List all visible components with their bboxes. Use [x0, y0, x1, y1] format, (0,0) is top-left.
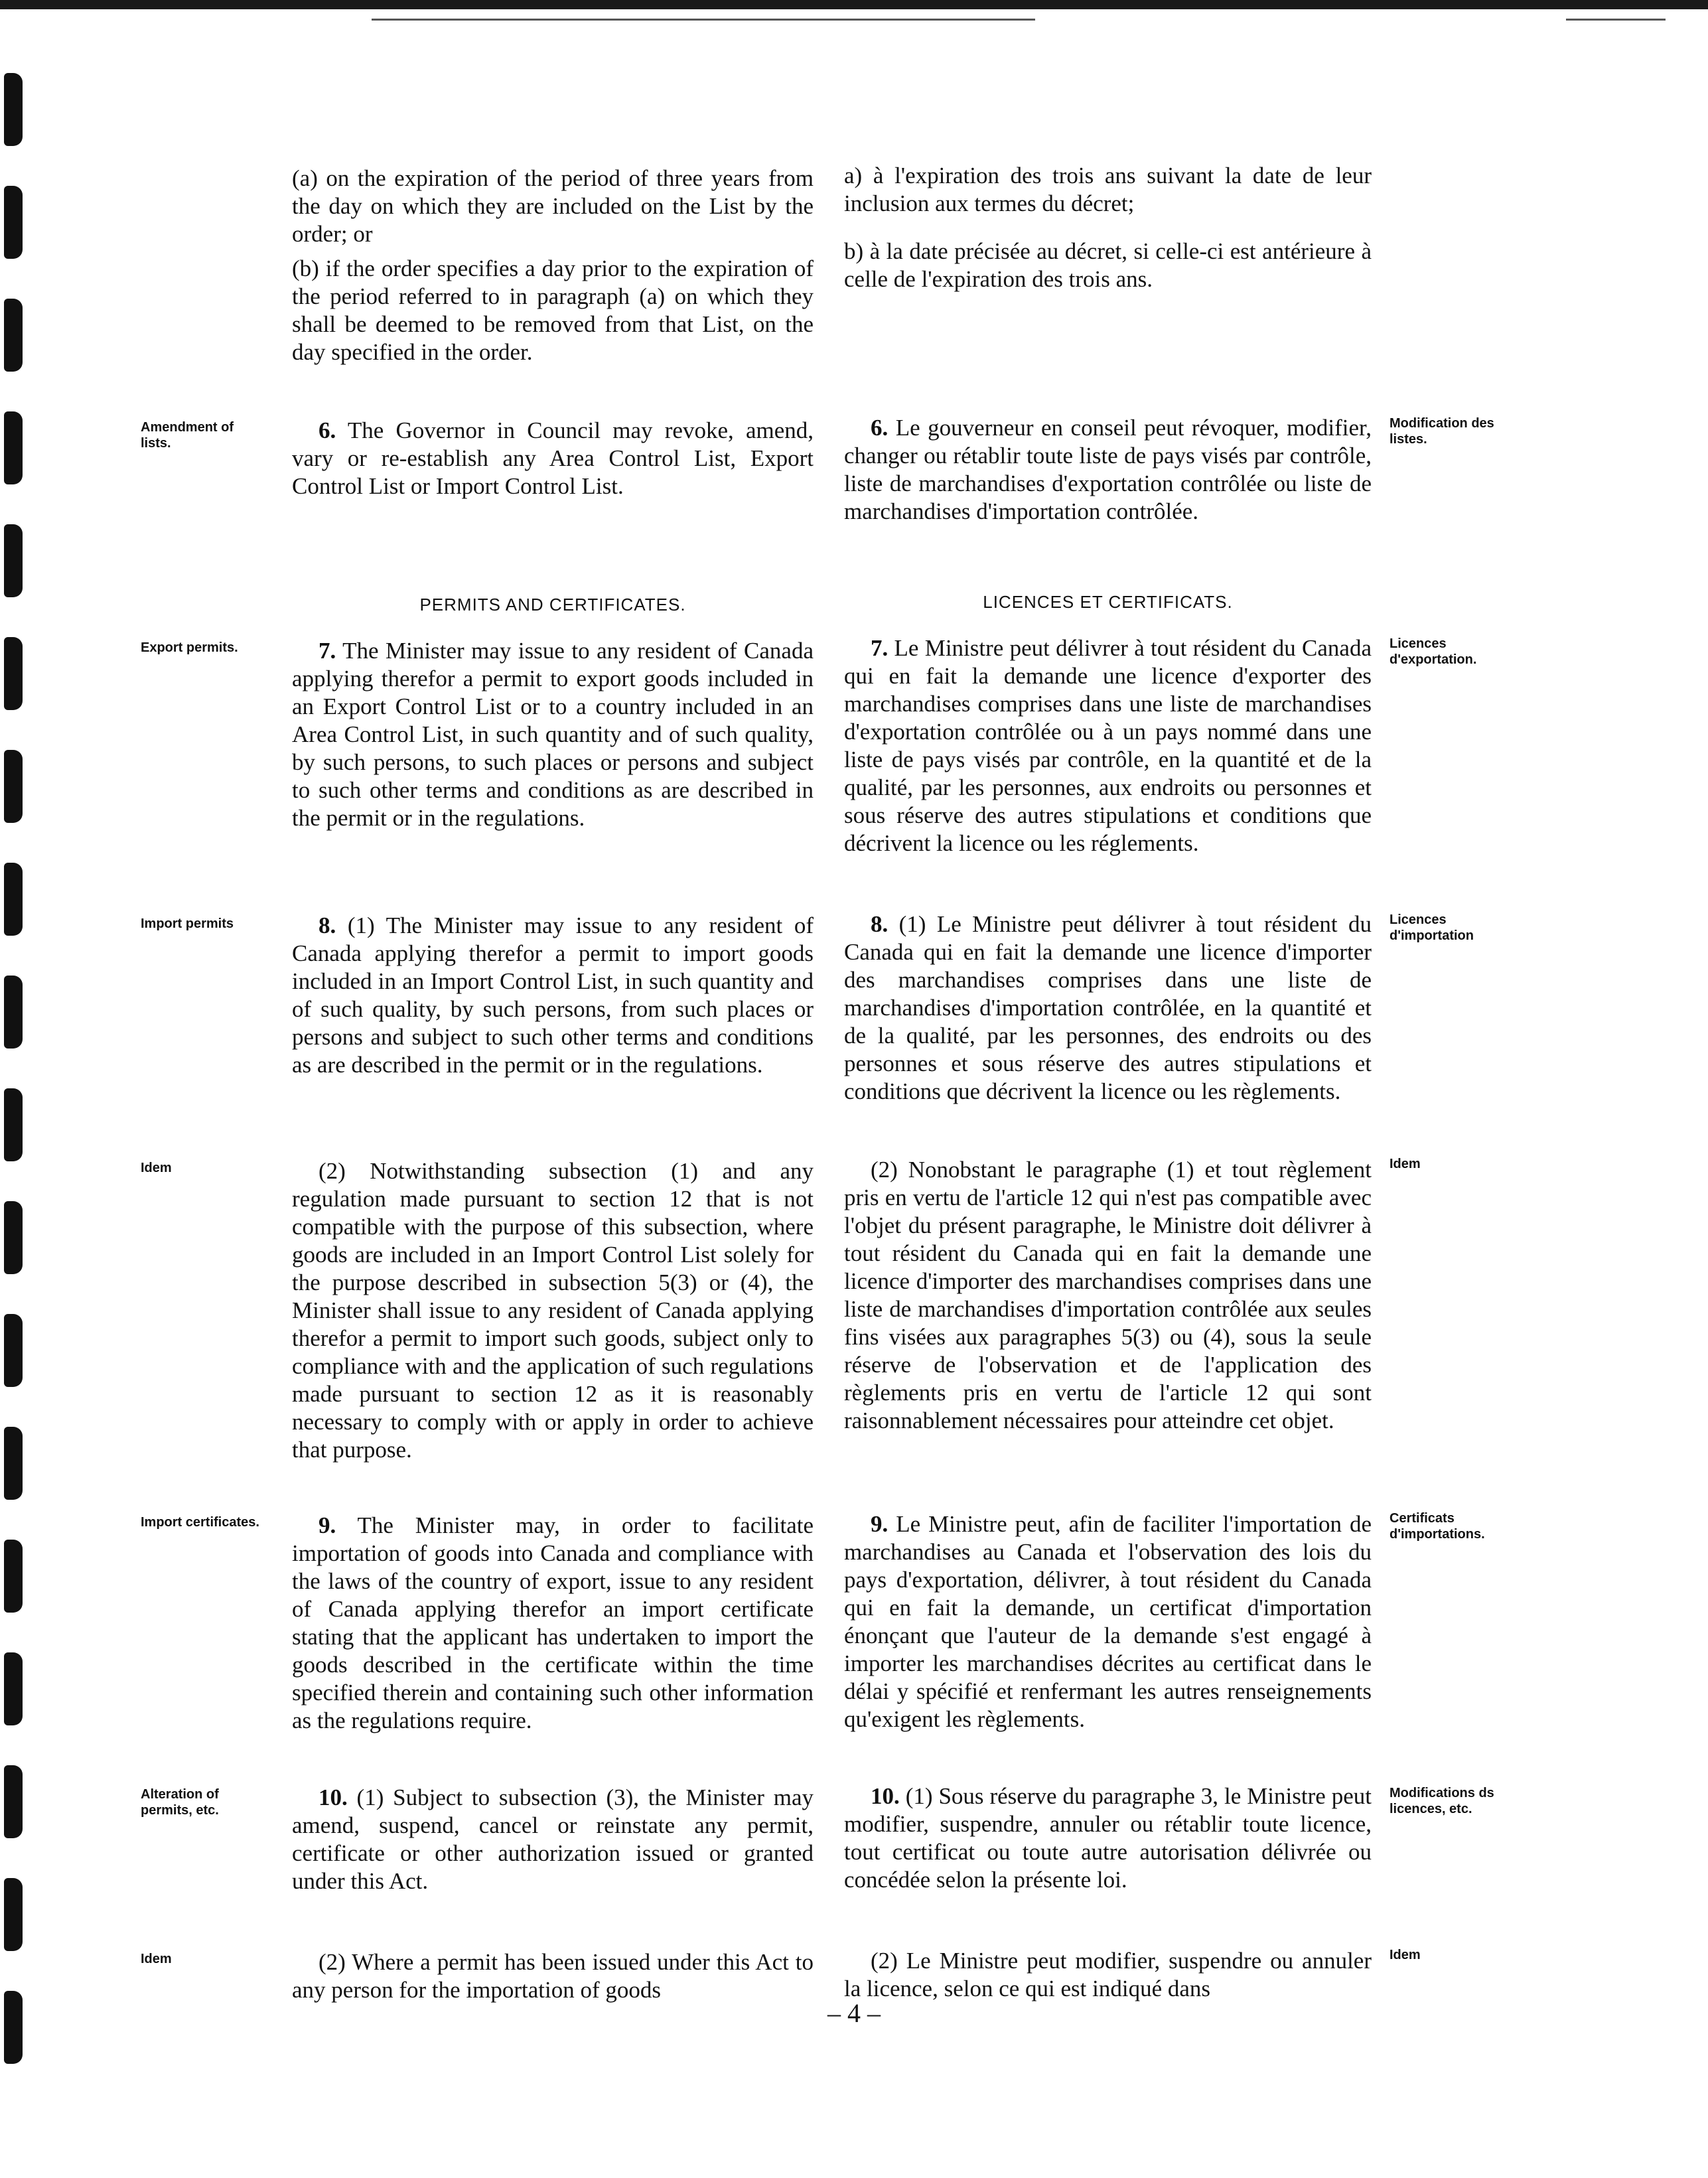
margin-note-en: Export permits. [141, 640, 238, 655]
section-text: (2) Where a permit has been issued under this Act to any person for the importation of goods [292, 1949, 814, 2003]
section-text: (1) Sous réserve du paragraphe 3, le Ministre peut modifier, suspendre, annuler ou rétablir toute licence, tout certificat ou toute autre autorisation délivrée ou concédée selon la présente loi. [844, 1783, 1372, 1893]
english-section-6 [292, 417, 814, 507]
section-number: 10. [319, 1784, 348, 1810]
margin-note-en: Amendment of lists. [141, 420, 234, 451]
margin-note-en: Alteration of permits, etc. [141, 1787, 219, 1818]
english-section-8-2 [292, 1157, 814, 1471]
english-section-10-1 [292, 1784, 814, 1902]
section-text: (1) Le Ministre peut délivrer à tout résident du Canada qui en fait la demande une licence d'importer des marchandises comprises dans une liste de marchandises d'importation contrôlée, en la quantité et de la qualité, par les personnes, des endroits ou des personnes et sous réserve des autres stipulations et conditions que décrivent la licence ou les règlements. [844, 911, 1372, 1104]
section-number: 9. [871, 1511, 889, 1537]
english-section-9 [292, 1512, 814, 1741]
margin-note-en: Idem [141, 1952, 172, 1966]
margin-note-fr: Idem [1389, 1157, 1421, 1171]
heading-fr: LICENCES ET CERTIFICATS. [983, 592, 1233, 612]
section-number: 8. [319, 912, 336, 938]
page-number: – 4 – [827, 1998, 881, 2028]
margin-note-en: Import permits [141, 916, 234, 931]
section-text: (1) The Minister may issue to any resident of Canada applying therefor a permit to import goods included in an Import Control List, in such quantity and of such quality, by such persons, from such places or persons and subject to such other terms and conditions as are described in the permit or in the regulations. [292, 912, 814, 1078]
margin-note-fr: Licences d'exportation. [1389, 636, 1477, 667]
section-number: 7. [319, 638, 336, 664]
french-section-6 [844, 414, 1372, 532]
section-text: (2) Le Ministre peut modifier, suspendre ou annuler la licence, selon ce qui est indiqué dans [844, 1948, 1372, 2001]
margin-note-fr: Certificats d'importations. [1389, 1511, 1485, 1542]
paragraph: (b) if the order specifies a day prior to the expiration of the period referred to in paragraph (a) on which they shall be deemed to be removed from that List, on the day specified in the order. [292, 255, 814, 365]
english-section-10-2 [292, 1948, 814, 2011]
french-section-10-1 [844, 1782, 1372, 1901]
section-number: 9. [319, 1512, 336, 1538]
margin-note-fr: Modification des listes. [1389, 416, 1494, 447]
section-text: Le Ministre peut délivrer à tout résident du Canada qui en fait la demande une licence d'exporter des marchandises comprises dans une liste de marchandises d'exportation contrôlée ou à un pays nommé dans une liste de pays visés par contrôle, en la quantité et de la qualité, par les personnes, aux endroits ou personnes et sous réserve des autres stipulations et conditions que décrivent la licence ou les réglements. [844, 635, 1372, 856]
section-text: The Minister may issue to any resident of Canada applying therefor a permit to export goods included in an Export Control List or to a country included in an Area Control List, in such quantity and of such quality, by such persons, to such places or persons and subject to such other terms and conditions as are described in the permit or in the regulations. [292, 638, 814, 831]
heading-en: PERMITS AND CERTIFICATES. [419, 595, 686, 615]
section-number: 8. [871, 911, 889, 937]
margin-note-fr: Modifications ds licences, etc. [1389, 1786, 1494, 1816]
english-section-7 [292, 637, 814, 839]
section-text: Le gouverneur en conseil peut révoquer, modifier, changer ou rétablir toute liste de pays visés par contrôle, liste de marchandises d'exportation contrôlée ou liste de marchandises d'importation contrôlée. [844, 415, 1372, 524]
french-section-8-2 [844, 1156, 1372, 1441]
section-text: Le Ministre peut, afin de faciliter l'importation de marchandises au Canada et l'observation des lois du pays d'exportation, délivrer, à tout résident du Canada qui en fait la demande, un certificat d'importation énonçant que l'auteur de la demande s'est engagé à importer les marchandises décrites au certificat dans le délai y spécifié et renfermant les autres renseignements qu'exigent les règlements. [844, 1511, 1372, 1732]
english-text-cont [292, 165, 814, 373]
french-section-8-1 [844, 910, 1372, 1112]
margin-note-fr: Licences d'importation [1389, 912, 1474, 943]
french-section-9 [844, 1510, 1372, 1740]
section-number: 10. [871, 1783, 900, 1809]
section-number: 6. [871, 415, 889, 441]
section-text: (2) Nonobstant le paragraphe (1) et tout règlement pris en vertu de l'article 12 qui n'est pas compatible avec l'objet du présent paragraphe, le Ministre doit délivrer à tout résident du Canada qui en fait la demande une licence d'importer des marchandises comprises dans une liste de marchandises d'importation contrôlée aux seules fins visées aux paragraphes 5(3) ou (4), sous la seule réserve de l'observation et de l'application des règlements pris en vertu de l'article 12 qui sont raisonnablement nécessaires pour atteindre cet objet. [844, 1157, 1372, 1433]
section-text: (2) Notwithstanding subsection (1) and any regulation made pursuant to section 12 that is not compatible with the purpose of this subsection, where goods are included in an Import Control List solely for the purpose described in subsection 5(3) or (4), the Minister shall issue to any resident of Canada applying therefor a permit to import such goods, subject only to compliance with and the application of such regulations made pursuant to section 12 as it is reasonably necessary to comply with or apply in order to achieve that purpose. [292, 1158, 814, 1463]
margin-note-en: Idem [141, 1161, 172, 1175]
paragraph: a) à l'expiration des trois ans suivant la date de leur inclusion aux termes du décret; [844, 163, 1372, 216]
french-text-cont [844, 162, 1372, 300]
section-number: 7. [871, 635, 889, 661]
section-number: 6. [319, 417, 336, 443]
section-text: (1) Subject to subsection (3), the Minister may amend, suspend, cancel or reinstate any permit, certificate or other authorization issued or granted under this Act. [292, 1784, 814, 1894]
french-section-7 [844, 634, 1372, 864]
paragraph: (a) on the expiration of the period of three years from the day on which they are included on the List by the order; or [292, 165, 814, 247]
margin-note-fr: Idem [1389, 1948, 1421, 1962]
section-text: The Minister may, in order to facilitate importation of goods into Canada and compliance with the laws of the country of export, issue to any resident of Canada applying therefor an import certificate stating that the applicant has undertaken to import the goods described in the certificate within the time specified therein and containing such other information as the regulations require. [292, 1512, 814, 1733]
english-section-8-1 [292, 912, 814, 1086]
paragraph: b) à la date précisée au décret, si celle-ci est antérieure à celle de l'expiration des trois ans. [844, 238, 1372, 292]
section-text: The Governor in Council may revoke, amend, vary or re-establish any Area Control List, Export Control List or Import Control List. [292, 417, 814, 499]
margin-note-en: Import certificates. [141, 1515, 259, 1530]
